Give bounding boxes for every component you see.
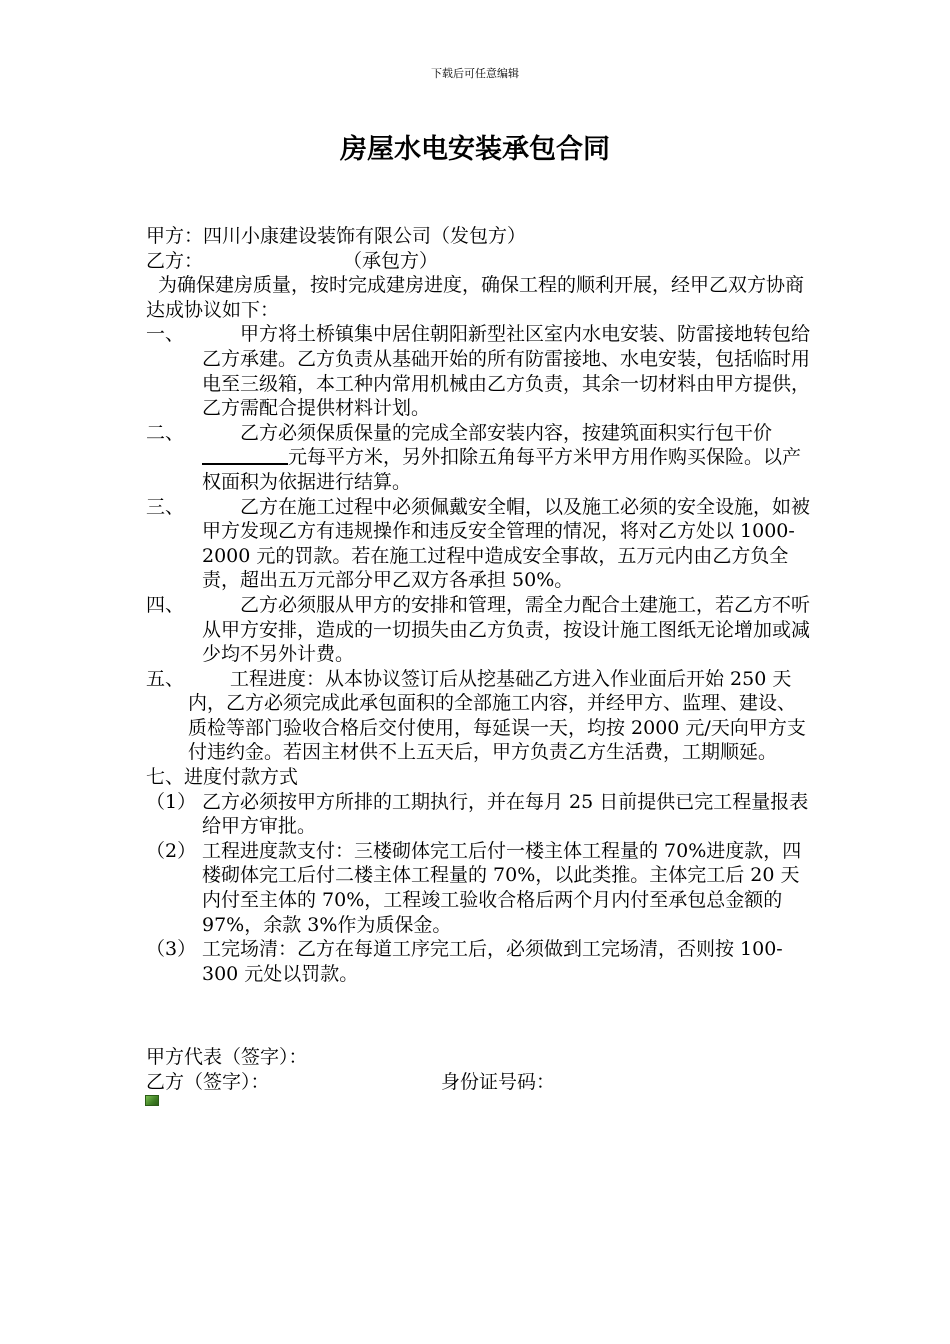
clause-number: 二、: [146, 421, 185, 444]
clause-text: 工程进度：从本协议签订后从挖基础乙方进入作业面后开始 250 天内，乙方必须完成此承包面积的全部施工内容，并经甲方、监理、建设、质检等部门验收合格后交付使用，每延误一天，均按 2000 元/天向甲方支付违约金。若因主材供不上五天后，甲方负责乙方生活费，工期顺延。: [188, 667, 806, 764]
clause-2: [146, 421, 810, 495]
party-b-signature-row: [146, 1070, 810, 1095]
clause-4: [146, 593, 810, 667]
green-image-icon: [145, 1095, 159, 1106]
party-a-rep-signature: 甲方代表（签字）：: [146, 1046, 308, 1068]
payment-item-3: [146, 937, 810, 986]
contract-body: [146, 224, 810, 986]
party-b-label: 乙方：: [146, 249, 204, 272]
clause-text: 乙方必须服从甲方的安排和管理，需全力配合土建施工，若乙方不听从甲方安排，造成的一切损失由乙方负责，按设计施工图纸无论增加或减少均不另外计费。: [202, 593, 811, 666]
party-b-line: [146, 249, 810, 274]
clause-text: 乙方在施工过程中必须佩戴安全帽，以及施工必须的安全设施，如被甲方发现乙方有违规操作和违反安全管理的情况，将对乙方处以 1000-2000 元的罚款。若在施工过程中造成安全事故，五万元内由乙方负全责，超出五万元部分甲乙双方各承担 50%。: [202, 495, 811, 592]
payment-item-2: [146, 839, 810, 937]
clause-1: [146, 322, 810, 420]
payment-item-number: （3）: [146, 938, 197, 961]
payment-item-text: 工完场清：乙方在每道工序完工后，必须做到工完场清，否则按 100-300 元处以罚款。: [202, 938, 783, 985]
clause-3: [146, 495, 810, 593]
party-b-signature: 乙方（签字）：: [146, 1071, 270, 1093]
clause-number: 三、: [146, 495, 185, 518]
intro-paragraph: 为确保建房质量，按时完成建房进度，确保工程的顺利开展，经甲乙双方协商达成协议如下：: [146, 274, 805, 321]
payment-item-1: [146, 790, 810, 839]
payment-item-number: （1）: [146, 790, 197, 813]
payment-item-text: 乙方必须按甲方所排的工期执行，并在每月 25 日前提供已完工程量报表给甲方审批。: [202, 790, 809, 838]
id-number-label: 身份证号码：: [441, 1071, 556, 1093]
payment-item-text: 工程进度款支付：三楼砌体完工后付一楼主体工程量的 70%进度款，四楼砌体完工后付二楼主体工程量的 70%，以此类推。主体完工后 20 天内付至主体的 70%，工程竣工验收合格后两个月内付至承包总金额的 97%，余款 3%作为质保金。: [202, 839, 802, 936]
clause-2-text-after: 元每平方米，另外扣除五角每平方米甲方用作购买保险。以产权面积为依据进行结算。: [202, 446, 802, 493]
clause-number: 一、: [146, 323, 185, 346]
header-note: 下载后可任意编辑: [431, 67, 519, 80]
party-a-line: 甲方：四川小康建设装饰有限公司（发包方）: [146, 225, 527, 247]
clause-text: 甲方将土桥镇集中居住朝阳新型社区室内水电安装、防雷接地转包给乙方承建。乙方负责从基础开始的所有防雷接地、水电安装，包括临时用电至三级箱，本工种内常用机械由乙方负责，其余一切材料由甲方提供，乙方需配合提供材料计划。: [202, 323, 811, 420]
unit-price-blank: [202, 445, 288, 465]
party-b-role: （承包方）: [343, 249, 439, 272]
document-title: 房屋水电安装承包合同: [340, 134, 610, 165]
payment-heading: 七、进度付款方式: [146, 766, 299, 789]
clause-2-text-before: 乙方必须保质保量的完成全部安装内容，按建筑面积实行包干价: [240, 421, 773, 444]
clause-5: [146, 667, 810, 765]
signature-block: [146, 1045, 810, 1095]
clause-text: [174, 421, 810, 495]
clause-number: 五、: [146, 667, 185, 690]
payment-item-number: （2）: [146, 839, 197, 862]
clause-number: 四、: [146, 593, 185, 616]
